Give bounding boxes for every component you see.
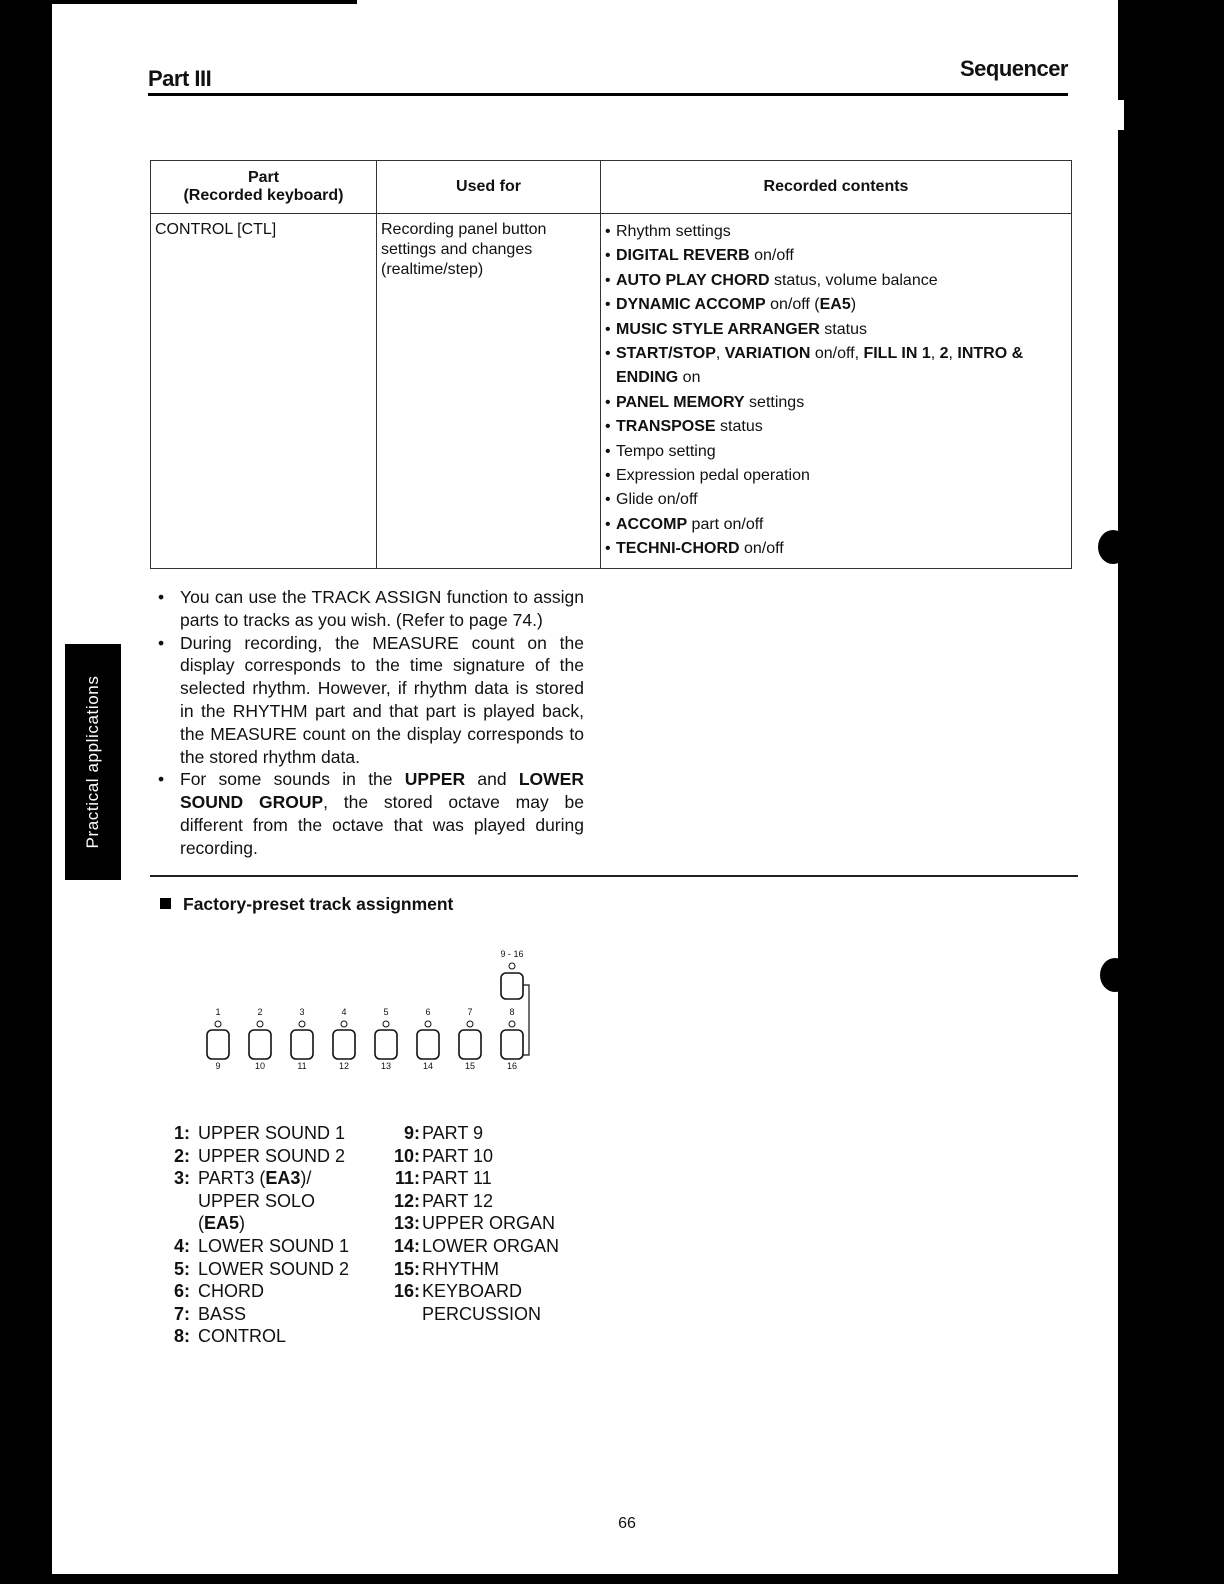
button-number-label: 16 (506, 1061, 518, 1071)
track-button (501, 973, 523, 999)
cell-contents (601, 214, 1072, 569)
assignment-item (386, 1280, 559, 1325)
text-run: You can use the TRACK ASSIGN function to assign parts to tracks as you wish. (Refer to page 74.) (180, 587, 584, 630)
section-heading (160, 894, 453, 915)
led-indicator (299, 1021, 305, 1027)
text-run: status (819, 320, 867, 338)
assignment-item (386, 1167, 559, 1190)
track-button (375, 1030, 397, 1059)
bold-term: UPPER (404, 769, 466, 790)
list-item (605, 244, 1067, 268)
text-run: on/off, (810, 345, 864, 363)
text-run: status, volume balance (769, 271, 938, 289)
bold-term: PANEL MEMORY (616, 393, 745, 411)
track-button (501, 1030, 523, 1059)
track-number: 9: (403, 1123, 420, 1143)
button-number-label: 2 (257, 1007, 263, 1017)
track-number: 1: (174, 1123, 191, 1143)
track-button (291, 1030, 313, 1059)
list-item (605, 464, 1067, 488)
text-run: on/off (749, 247, 794, 265)
led-indicator (215, 1021, 221, 1027)
bold-term: EA5 (204, 1213, 240, 1234)
text-run: CONTROL (198, 1326, 287, 1347)
text-run: on (678, 369, 701, 387)
list-item (605, 440, 1067, 464)
list-item (605, 220, 1067, 244)
text-run: Glide on/off (616, 491, 698, 509)
assignment-item (174, 1235, 349, 1258)
text-run: For some sounds in the (180, 769, 405, 790)
assignment-item (386, 1235, 559, 1258)
track-number: 2: (174, 1145, 191, 1166)
list-item (605, 342, 1067, 391)
led-indicator (509, 1021, 515, 1027)
text-run: KEYBOARD PERCUSSION (422, 1281, 542, 1324)
bold-term: MUSIC STYLE ARRANGER (616, 320, 820, 338)
bold-term: EA3 (265, 1168, 301, 1189)
recorded-contents-table (150, 160, 1072, 569)
track-button (459, 1030, 481, 1059)
button-number-label: 13 (380, 1061, 392, 1071)
text-run: CHORD (198, 1281, 264, 1302)
button-number-label: 9 (215, 1061, 221, 1071)
header-rule (148, 93, 1068, 96)
note-item (158, 768, 584, 859)
page-number: 66 (618, 1515, 636, 1532)
assignment-item (174, 1280, 349, 1303)
button-number-label: 14 (422, 1061, 434, 1071)
list-item (605, 318, 1067, 342)
text-run: UPPER SOUND 2 (198, 1145, 346, 1166)
text-run: )/ UPPER SOLO ( (198, 1168, 316, 1234)
track-number: 13: (393, 1213, 420, 1234)
text-run: PART3 ( (198, 1168, 266, 1189)
scan-border-right (1118, 0, 1224, 1584)
contents-list (605, 220, 1067, 562)
list-item (605, 488, 1067, 512)
binder-hole (1098, 530, 1128, 564)
button-number-label: 10 (254, 1061, 266, 1071)
list-item (605, 415, 1067, 439)
button-number-label: 12 (338, 1061, 350, 1071)
list-item (605, 537, 1067, 561)
track-number: 8: (174, 1326, 191, 1347)
scan-border-left (0, 0, 52, 1584)
text-run: Rhythm settings (616, 223, 731, 240)
square-bullet-icon (160, 898, 171, 909)
bold-term: START/STOP (616, 345, 716, 363)
track-number: 16: (393, 1281, 420, 1302)
text-run: part on/off (687, 515, 764, 533)
bold-term: DYNAMIC ACCOMP (616, 296, 766, 314)
text-run: LOWER SOUND 1 (198, 1235, 350, 1256)
note-item (158, 586, 584, 632)
bold-term: TRANSPOSE (616, 418, 716, 436)
text-run: on/off (739, 540, 784, 558)
assignment-list-left (174, 1122, 349, 1348)
track-number: 4: (174, 1235, 191, 1256)
list-item (605, 293, 1067, 317)
assignment-list-right (386, 1122, 559, 1325)
note-item (158, 632, 584, 769)
led-indicator (467, 1021, 473, 1027)
assignment-item (174, 1167, 349, 1235)
track-number: 11: (394, 1168, 420, 1189)
side-tab-label: Practical applications (83, 675, 102, 849)
track-number: 15: (393, 1258, 420, 1279)
text-run: PART 11 (422, 1168, 492, 1189)
text-run: on/off ( (765, 296, 820, 314)
binder-hole (1100, 958, 1130, 992)
button-number-label: 1 (215, 1007, 221, 1017)
table-row (151, 214, 1072, 569)
text-run: , (715, 345, 725, 363)
track-number: 7: (174, 1303, 191, 1324)
track-number: 3: (174, 1168, 191, 1189)
header-used-for-col (377, 161, 601, 214)
list-item (605, 391, 1067, 415)
scan-border-top (52, 0, 357, 4)
text-run: and (465, 769, 519, 790)
cell-used-for: Recording panel button settings and changes (realtime/step) (377, 214, 601, 569)
bold-term: ACCOMP (616, 515, 688, 533)
section-title: Factory-preset track assignment (183, 894, 454, 914)
bold-term: DIGITAL REVERB (616, 247, 750, 265)
bold-term: FILL IN 1 (863, 345, 931, 363)
side-tab (65, 644, 121, 880)
list-item (605, 269, 1067, 293)
notes-list (158, 586, 584, 860)
button-number-label: 3 (299, 1007, 305, 1017)
text-run: settings (744, 393, 805, 411)
text-run: , the stored octave may be different from the octave that was played during recording. (180, 792, 584, 858)
assignment-item (386, 1190, 559, 1213)
track-button-diagram (190, 945, 550, 1075)
track-number: 14: (393, 1235, 420, 1256)
header-part-label: Part (Recorded keyboard) (183, 169, 344, 204)
text-run: UPPER SOUND 1 (198, 1123, 346, 1143)
text-run: Tempo setting (616, 442, 716, 460)
led-indicator (257, 1021, 263, 1027)
assignment-item (386, 1145, 559, 1168)
text-run: ) (850, 296, 857, 314)
header-part: Part III (148, 66, 212, 91)
assignment-item (174, 1325, 349, 1348)
text-run: status (715, 418, 763, 436)
button-number-label: 6 (425, 1007, 431, 1017)
text-run: Expression pedal operation (616, 467, 810, 485)
track-number: 5: (174, 1258, 191, 1279)
text-run: LOWER SOUND 2 (198, 1258, 350, 1279)
text-run: PART 9 (422, 1123, 484, 1143)
track-number: 10: (393, 1145, 420, 1166)
track-button (417, 1030, 439, 1059)
text-run: PART 12 (422, 1190, 494, 1211)
cell-part: CONTROL [CTL] (151, 214, 377, 569)
text-run: , (930, 345, 940, 363)
led-indicator (341, 1021, 347, 1027)
assignment-item (174, 1145, 349, 1168)
header-used-for-label: Used for (456, 178, 521, 195)
track-number: 6: (174, 1281, 191, 1302)
led-indicator (425, 1021, 431, 1027)
led-indicator (383, 1021, 389, 1027)
bold-term: AUTO PLAY CHORD (616, 271, 770, 289)
track-button (333, 1030, 355, 1059)
text-run: LOWER ORGAN (422, 1235, 560, 1256)
text-run: ) (239, 1213, 246, 1234)
list-item (605, 513, 1067, 537)
assignment-item (174, 1122, 349, 1145)
bold-term: EA5 (819, 296, 851, 314)
assignment-item (174, 1258, 349, 1281)
text-run: BASS (198, 1303, 247, 1324)
connector-bracket (523, 985, 529, 1055)
text-run: RHYTHM (422, 1258, 499, 1279)
bold-term: INTRO & ENDING (616, 345, 1024, 387)
button-number-label: 15 (464, 1061, 476, 1071)
led-indicator (509, 963, 515, 969)
header-section: Sequencer (960, 56, 1068, 81)
text-run: , (948, 345, 958, 363)
track-button (249, 1030, 271, 1059)
bold-term: LOWER SOUND GROUP (180, 769, 584, 813)
text-run: During recording, the MEASURE count on the display corresponds to the time signature of the selected rhythm. However, if rhythm data is stored in the RHYTHM part and that part is played back, the MEASURE count on the display corresponds to the stored rhythm data. (180, 632, 584, 767)
button-number-label: 5 (383, 1007, 389, 1017)
text-run: UPPER ORGAN (422, 1213, 556, 1234)
button-number-label: 9 - 16 (500, 949, 524, 959)
assignment-item (386, 1212, 559, 1235)
scan-border-bottom (52, 1574, 1118, 1584)
button-number-label: 7 (467, 1007, 473, 1017)
button-number-label: 8 (509, 1007, 515, 1017)
header-part-col (151, 161, 377, 214)
assignment-item (386, 1122, 559, 1145)
track-number: 12: (393, 1190, 420, 1211)
assignment-item (174, 1303, 349, 1326)
bold-term: TECHNI-CHORD (616, 540, 740, 558)
bold-term: 2 (939, 345, 949, 363)
text-run: PART 10 (422, 1145, 494, 1166)
scan-notch (1110, 100, 1124, 130)
header-contents-col (601, 161, 1072, 214)
header-contents-label: Recorded contents (763, 178, 909, 195)
button-number-label: 11 (297, 1061, 307, 1071)
section-divider (150, 875, 1078, 877)
track-button (207, 1030, 229, 1059)
assignment-item (386, 1258, 559, 1281)
table-header-row (151, 161, 1072, 214)
button-number-label: 4 (341, 1007, 347, 1017)
bold-term: VARIATION (724, 345, 811, 363)
